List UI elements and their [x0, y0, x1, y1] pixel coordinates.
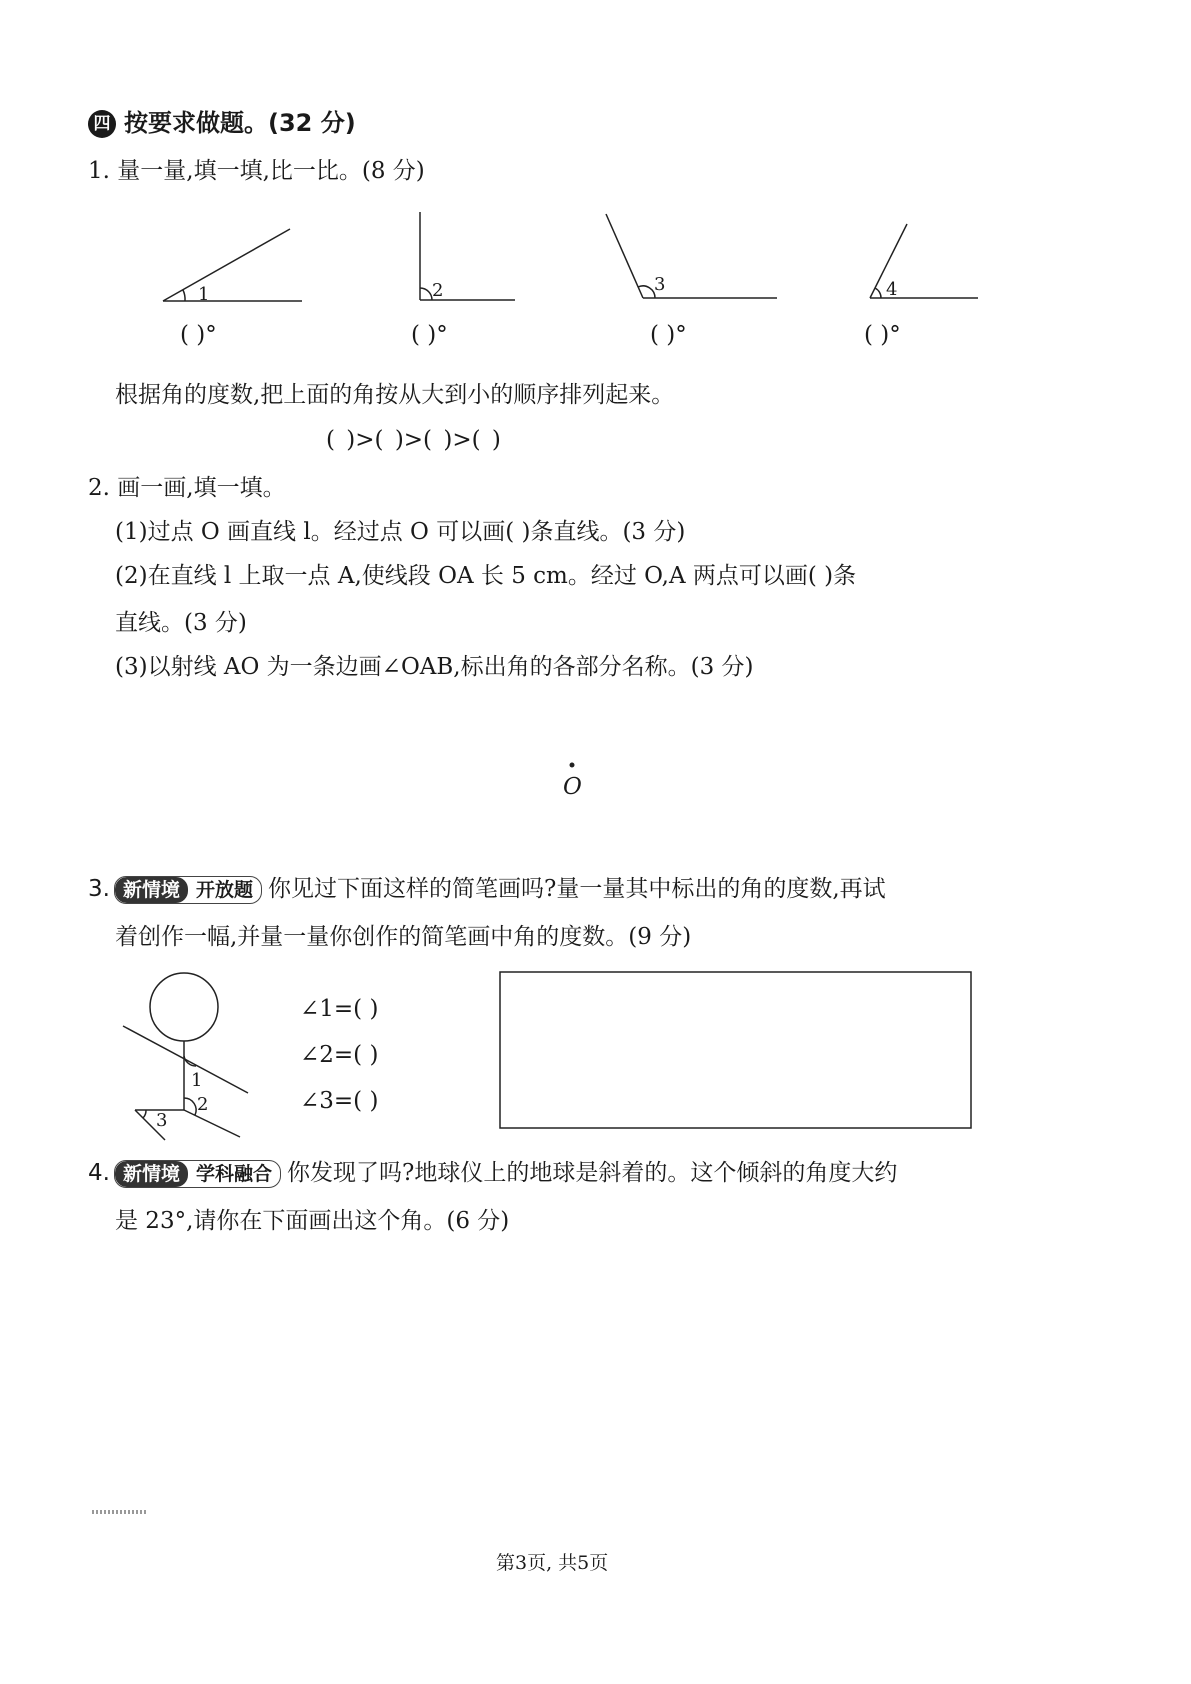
q2-part2-cont: 直线。(3 分) [115, 610, 247, 636]
angle-label-4: 4 [886, 279, 898, 300]
fig-angle-1: 1 [191, 1070, 203, 1091]
angle-3-answer[interactable]: ( )° [650, 322, 687, 348]
angle3-answer[interactable]: ∠3=( ) [300, 1088, 379, 1114]
q2-part1: (1)过点 O 画直线 l。经过点 O 可以画( )条直线。(3 分) [115, 519, 686, 545]
q1-order-answer[interactable]: ( )>( )>( )>( ) [326, 427, 501, 453]
q1-title: 1. 量一量,填一填,比一比。(8 分) [88, 158, 425, 184]
q4-line2: 是 23°,请你在下面画出这个角。(6 分) [115, 1208, 510, 1234]
point-o-label: O [563, 774, 582, 800]
q4-drawing-area[interactable] [115, 1250, 1035, 1490]
section-title: 按要求做题。(32 分) [124, 109, 356, 137]
angle-1-answer[interactable]: ( )° [180, 322, 217, 348]
fig-angle-2: 2 [197, 1094, 209, 1115]
q2-part2: (2)在直线 l 上取一点 A,使线段 OA 长 5 cm。经过 O,A 两点可以画( )条 [115, 563, 857, 589]
angle1-answer[interactable]: ∠1=( ) [300, 996, 379, 1022]
angle2-answer[interactable]: ∠2=( ) [300, 1042, 379, 1068]
fig-angle-3: 3 [156, 1110, 168, 1131]
angle-2-answer[interactable]: ( )° [411, 322, 448, 348]
q3-line2: 着创作一幅,并量一量你创作的简笔画中角的度数。(9 分) [115, 924, 692, 950]
point-o-dot [570, 763, 575, 768]
angle-label-1: 1 [198, 284, 210, 305]
tag-subject-integration: 新情境 学科融合 [114, 1160, 281, 1188]
footer-decoration [92, 1510, 147, 1514]
tag-new-context: 新情境 开放题 [114, 876, 262, 904]
q4-line1: 4. 新情境 学科融合 你发现了吗?地球仪上的地球是斜着的。这个倾斜的角度大约 [88, 1160, 898, 1186]
q1-instruction: 根据角的度数,把上面的角按从大到小的顺序排列起来。 [115, 382, 675, 408]
angle-label-2: 2 [432, 280, 444, 301]
q3-line1: 3. 新情境 开放题 你见过下面这样的简笔画吗?量一量其中标出的角的度数,再试 [88, 876, 886, 902]
angle-label-3: 3 [654, 274, 666, 295]
section-number-badge: 四 [88, 110, 116, 138]
q2-part3: (3)以射线 AO 为一条边画∠OAB,标出角的各部分名称。(3 分) [115, 654, 754, 680]
angle-4-answer[interactable]: ( )° [864, 322, 901, 348]
q2-title: 2. 画一画,填一填。 [88, 475, 286, 501]
drawing-box[interactable] [500, 972, 971, 1128]
page-number: 第3页, 共5页 [496, 1552, 609, 1574]
